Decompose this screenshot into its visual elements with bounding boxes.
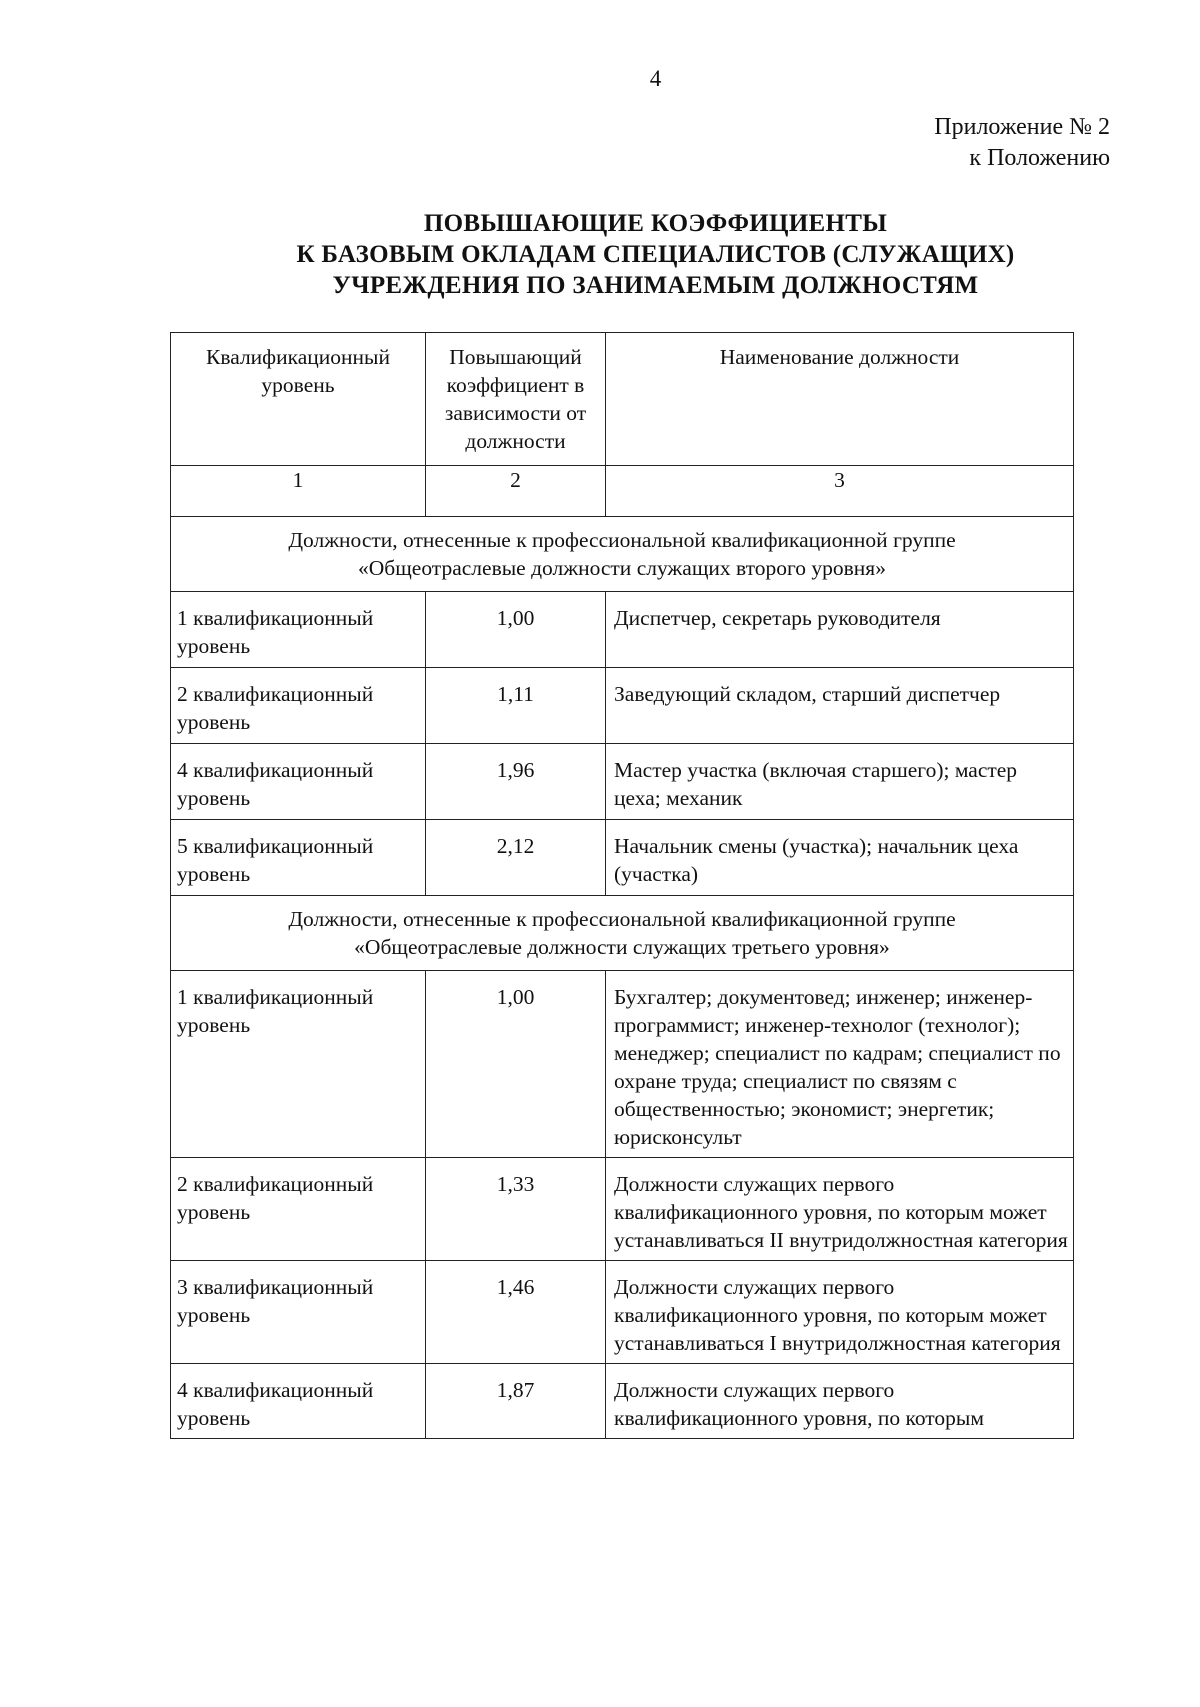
header-position: Наименование должности — [606, 333, 1074, 466]
position-names: Должности служащих первого квалификационного уровня, по которым может устанавливаться II внутридолжностная категория — [606, 1158, 1074, 1261]
table-row — [171, 668, 1074, 744]
group-title-line: «Общеотраслевые должности служащих второго уровня» — [358, 556, 886, 580]
document-title — [0, 208, 1200, 301]
appendix-line: к Положению — [969, 145, 1110, 171]
group-title-row — [171, 896, 1074, 971]
position-names: Бухгалтер; документовед; инженер; инженер-программист; инженер-технолог (технолог); менеджер; специалист по кадрам; специалист по охране труда; специалист по связям с общественностью; экономист; энергетик; юрисконсульт — [606, 971, 1074, 1158]
position-names: Мастер участка (включая старшего); мастер цеха; механик — [606, 744, 1074, 820]
qualification-level: 4 квалификационный уровень — [171, 1364, 426, 1439]
group-title-row — [171, 517, 1074, 592]
coefficient-value: 1,96 — [426, 744, 606, 820]
group-title-line: Должности, отнесенные к профессиональной квалификационной группе — [288, 907, 956, 931]
qualification-level: 2 квалификационный уровень — [171, 1158, 426, 1261]
column-number-row — [171, 466, 1074, 517]
column-number: 2 — [426, 466, 606, 517]
appendix-line: Приложение № 2 — [934, 114, 1110, 140]
table-header-row — [171, 333, 1074, 466]
table-row — [171, 592, 1074, 668]
table-row — [171, 1158, 1074, 1261]
coefficient-value: 1,00 — [426, 592, 606, 668]
column-number: 1 — [171, 466, 426, 517]
table-row — [171, 971, 1074, 1158]
header-coefficient: Повышающий коэффициент в зависимости от должности — [426, 333, 606, 466]
header-level: Квалификационный уровень — [171, 333, 426, 466]
qualification-level: 1 квалификационный уровень — [171, 971, 426, 1158]
table-row — [171, 820, 1074, 896]
position-names: Диспетчер, секретарь руководителя — [606, 592, 1074, 668]
qualification-level: 2 квалификационный уровень — [171, 668, 426, 744]
qualification-level: 3 квалификационный уровень — [171, 1261, 426, 1364]
coefficient-value: 1,11 — [426, 668, 606, 744]
title-line: К БАЗОВЫМ ОКЛАДАМ СПЕЦИАЛИСТОВ (СЛУЖАЩИХ) — [296, 241, 1015, 268]
position-names: Должности служащих первого квалификационного уровня, по которым может устанавливаться I внутридолжностная категория — [606, 1261, 1074, 1364]
title-line: ПОВЫШАЮЩИЕ КОЭФФИЦИЕНТЫ — [423, 210, 888, 237]
group-title-line: «Общеотраслевые должности служащих третьего уровня» — [354, 935, 890, 959]
page-number: 4 — [649, 66, 662, 91]
coefficient-value: 2,12 — [426, 820, 606, 896]
column-number: 3 — [606, 466, 1074, 517]
group-title — [171, 896, 1074, 971]
coefficient-value: 1,00 — [426, 971, 606, 1158]
qualification-level: 4 квалификационный уровень — [171, 744, 426, 820]
coefficient-value: 1,33 — [426, 1158, 606, 1261]
coefficient-value: 1,46 — [426, 1261, 606, 1364]
group-title — [171, 517, 1074, 592]
title-line: УЧРЕЖДЕНИЯ ПО ЗАНИМАЕМЫМ ДОЛЖНОСТЯМ — [332, 272, 979, 299]
appendix-reference — [934, 112, 1110, 174]
coefficient-value: 1,87 — [426, 1364, 606, 1439]
table-row — [171, 1364, 1074, 1439]
group-title-line: Должности, отнесенные к профессиональной квалификационной группе — [288, 528, 956, 552]
position-names: Начальник смены (участка); начальник цеха (участка) — [606, 820, 1074, 896]
coefficients-table — [170, 332, 1074, 1439]
qualification-level: 5 квалификационный уровень — [171, 820, 426, 896]
qualification-level: 1 квалификационный уровень — [171, 592, 426, 668]
table-row — [171, 1261, 1074, 1364]
position-names: Должности служащих первого квалификационного уровня, по которым — [606, 1364, 1074, 1439]
table-row — [171, 744, 1074, 820]
position-names: Заведующий складом, старший диспетчер — [606, 668, 1074, 744]
